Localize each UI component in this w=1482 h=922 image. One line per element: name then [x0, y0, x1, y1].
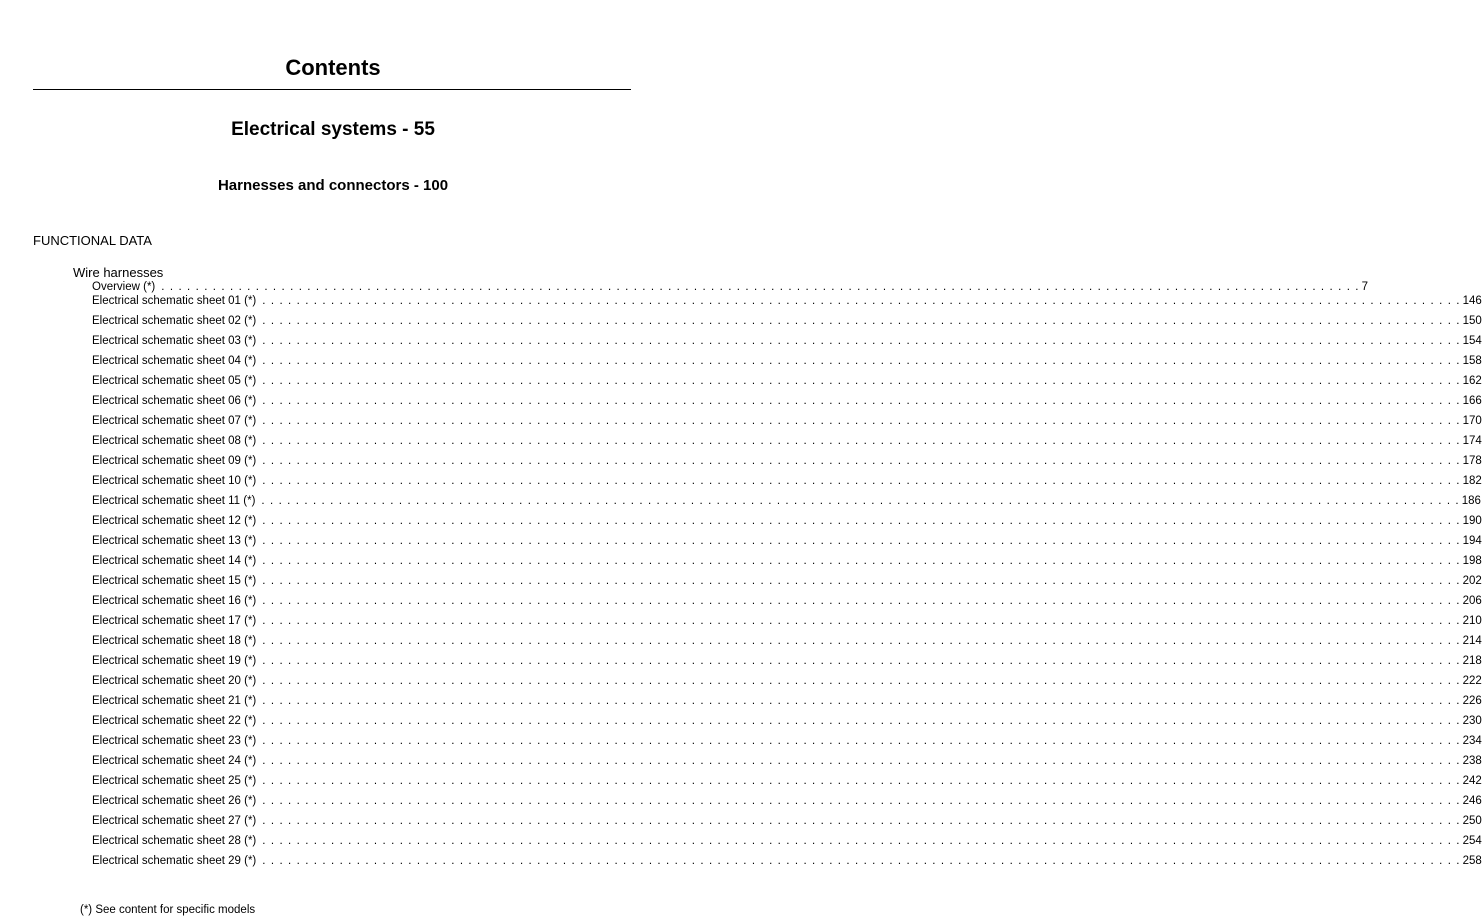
toc-entry-page-number: 218 — [1462, 655, 1482, 667]
toc-entry[interactable] — [92, 394, 1482, 414]
toc-entry-page-number: 230 — [1462, 715, 1482, 727]
dot-leader: . . . . . . . . . . . . . . . . . . . . . . . . . . . . . . . . . . . . . . . . . . . . . . . . . . . . . . . . . . . . . . . . . . . . . . . . . . . . . . . . . . . . . . . . . . . . . . . . . . . . . . . . . . . . . . . . . . . . . . . . . . . . . . . . . . . . . . . . . . . . — [262, 835, 1461, 847]
toc-entry-page-number: 154 — [1462, 335, 1482, 347]
dot-leader: . . . . . . . . . . . . . . . . . . . . . . . . . . . . . . . . . . . . . . . . . . . . . . . . . . . . . . . . . . . . . . . . . . . . . . . . . . . . . . . . . . . . . . . . . . . . . . . . . . . . . . . . . . . . . . . . . . . . . . . . . . . . . . . . . . . . . . . . . . . . — [262, 295, 1461, 307]
toc-entry-label: Electrical schematic sheet 01 (*) — [92, 295, 257, 307]
toc-entry-label: Electrical schematic sheet 18 (*) — [92, 635, 257, 647]
toc-entry-page-number: 214 — [1462, 635, 1482, 647]
toc-entry-page-number: 194 — [1462, 535, 1482, 547]
toc-entry-label: Electrical schematic sheet 14 (*) — [92, 555, 257, 567]
toc-entry-page-number: 7 — [1361, 281, 1368, 293]
toc-entry-label: Overview (*) — [92, 281, 156, 293]
toc-entry-page-number: 226 — [1462, 695, 1482, 707]
toc-entry[interactable] — [92, 654, 1482, 674]
footnote: (*) See content for specific models — [80, 904, 256, 916]
toc-entry[interactable] — [92, 434, 1482, 454]
toc-entry-page-number: 178 — [1462, 455, 1482, 467]
dot-leader: . . . . . . . . . . . . . . . . . . . . . . . . . . . . . . . . . . . . . . . . . . . . . . . . . . . . . . . . . . . . . . . . . . . . . . . . . . . . . . . . . . . . . . . . . . . . . . . . . . . . . . . . . . . . . . . . . . . . . . . . . . . . . . . . . . . . . . . . . . . . — [262, 455, 1461, 467]
dot-leader: . . . . . . . . . . . . . . . . . . . . . . . . . . . . . . . . . . . . . . . . . . . . . . . . . . . . . . . . . . . . . . . . . . . . . . . . . . . . . . . . . . . . . . . . . . . . . . . . . . . . . . . . . . . . . . . . . . . . . . . . . . . . . . . . . . . . . . . . . . . . — [262, 615, 1461, 627]
dot-leader: . . . . . . . . . . . . . . . . . . . . . . . . . . . . . . . . . . . . . . . . . . . . . . . . . . . . . . . . . . . . . . . . . . . . . . . . . . . . . . . . . . . . . . . . . . . . . . . . . . . . . . . . . . . . . . . . . . . . . . . . . . . . . . . . . . . . . . . . . . . . — [262, 475, 1461, 487]
toc-entry-label: Electrical schematic sheet 16 (*) — [92, 595, 257, 607]
toc-entry[interactable] — [92, 714, 1482, 734]
toc-entry-label: Electrical schematic sheet 19 (*) — [92, 655, 257, 667]
toc-entry-label: Electrical schematic sheet 12 (*) — [92, 515, 257, 527]
dot-leader: . . . . . . . . . . . . . . . . . . . . . . . . . . . . . . . . . . . . . . . . . . . . . . . . . . . . . . . . . . . . . . . . . . . . . . . . . . . . . . . . . . . . . . . . . . . . . . . . . . . . . . . . . . . . . . . . . . . . . . . . . . . . . . . . . . . . . . . . . . . . — [262, 635, 1461, 647]
toc-entry[interactable] — [92, 534, 1482, 554]
dot-leader: . . . . . . . . . . . . . . . . . . . . . . . . . . . . . . . . . . . . . . . . . . . . . . . . . . . . . . . . . . . . . . . . . . . . . . . . . . . . . . . . . . . . . . . . . . . . . . . . . . . . . . . . . . . . . . . . . . . . . . . . . . . . . . . . . . . . . . . . . . . . — [262, 775, 1461, 787]
toc-entry-label: Electrical schematic sheet 21 (*) — [92, 695, 257, 707]
toc-entry-page-number: 242 — [1462, 775, 1482, 787]
toc-entry[interactable] — [92, 314, 1482, 334]
toc-entry[interactable] — [92, 594, 1482, 614]
dot-leader: . . . . . . . . . . . . . . . . . . . . . . . . . . . . . . . . . . . . . . . . . . . . . . . . . . . . . . . . . . . . . . . . . . . . . . . . . . . . . . . . . . . . . . . . . . . . . . . . . . . . . . . . . . . . . . . . . . . . . . . . . . . . . . . . . . . . . . . . . . . . — [262, 755, 1461, 767]
dot-leader: . . . . . . . . . . . . . . . . . . . . . . . . . . . . . . . . . . . . . . . . . . . . . . . . . . . . . . . . . . . . . . . . . . . . . . . . . . . . . . . . . . . . . . . . . . . . . . . . . . . . . . . . . . . . . . . . . . . . . . . . . . . . . . . . . . . . . . . . . . . . — [262, 375, 1461, 387]
toc-entry-label: Electrical schematic sheet 25 (*) — [92, 775, 257, 787]
toc-entry-page-number: 150 — [1462, 315, 1482, 327]
toc-entry[interactable] — [92, 754, 1482, 774]
toc-entry-label: Electrical schematic sheet 22 (*) — [92, 715, 257, 727]
toc-entry-page-number: 246 — [1462, 795, 1482, 807]
toc-entry-page-number: 198 — [1462, 555, 1482, 567]
toc-entry[interactable] — [92, 794, 1482, 814]
toc-entry-page-number: 166 — [1462, 395, 1482, 407]
dot-leader: . . . . . . . . . . . . . . . . . . . . . . . . . . . . . . . . . . . . . . . . . . . . . . . . . . . . . . . . . . . . . . . . . . . . . . . . . . . . . . . . . . . . . . . . . . . . . . . . . . . . . . . . . . . . . . . . . . . . . . . . . . . . . . . . . . . . . . . . . . . . — [262, 815, 1461, 827]
toc-entry-label: Electrical schematic sheet 07 (*) — [92, 415, 257, 427]
toc-entry[interactable] — [92, 574, 1482, 594]
toc-entry[interactable] — [92, 854, 1482, 874]
toc-entry-page-number: 238 — [1462, 755, 1482, 767]
toc-entry[interactable] — [92, 734, 1482, 754]
toc-entry-label: Electrical schematic sheet 23 (*) — [92, 735, 257, 747]
dot-leader: . . . . . . . . . . . . . . . . . . . . . . . . . . . . . . . . . . . . . . . . . . . . . . . . . . . . . . . . . . . . . . . . . . . . . . . . . . . . . . . . . . . . . . . . . . . . . . . . . . . . . . . . . . . . . . . . . . . . . . . . . . . . . . . . . . . . . . . . . . . . — [262, 515, 1461, 527]
toc-entry[interactable] — [92, 634, 1482, 654]
toc-entry-page-number: 190 — [1462, 515, 1482, 527]
toc-entry-page-number: 174 — [1462, 435, 1482, 447]
toc-entry[interactable] — [92, 554, 1482, 574]
dot-leader: . . . . . . . . . . . . . . . . . . . . . . . . . . . . . . . . . . . . . . . . . . . . . . . . . . . . . . . . . . . . . . . . . . . . . . . . . . . . . . . . . . . . . . . . . . . . . . . . . . . . . . . . . . . . . . . . . . . . . . . . . . . . . . . . . . . . . . . . . . . . — [262, 675, 1461, 687]
toc-entry-label: Electrical schematic sheet 08 (*) — [92, 435, 257, 447]
dot-leader: . . . . . . . . . . . . . . . . . . . . . . . . . . . . . . . . . . . . . . . . . . . . . . . . . . . . . . . . . . . . . . . . . . . . . . . . . . . . . . . . . . . . . . . . . . . . . . . . . . . . . . . . . . . . . . . . . . . . . . . . . . . . . . . . . . . . . . . . . . . . — [262, 595, 1461, 607]
toc-entry[interactable] — [92, 514, 1482, 534]
toc-entry-page-number: 206 — [1462, 595, 1482, 607]
dot-leader: . . . . . . . . . . . . . . . . . . . . . . . . . . . . . . . . . . . . . . . . . . . . . . . . . . . . . . . . . . . . . . . . . . . . . . . . . . . . . . . . . . . . . . . . . . . . . . . . . . . . . . . . . . . . . . . . . . . . . . . . . . . . . . . . . . . . . . . . . . . . — [262, 355, 1461, 367]
toc-entry-page-number: 202 — [1462, 575, 1482, 587]
toc-entry-label: Electrical schematic sheet 02 (*) — [92, 315, 257, 327]
toc-entry[interactable] — [92, 334, 1482, 354]
toc-entry[interactable] — [92, 280, 1368, 294]
toc-entry-label: Electrical schematic sheet 03 (*) — [92, 335, 257, 347]
toc-entry-label: Electrical schematic sheet 27 (*) — [92, 815, 257, 827]
dot-leader: . . . . . . . . . . . . . . . . . . . . . . . . . . . . . . . . . . . . . . . . . . . . . . . . . . . . . . . . . . . . . . . . . . . . . . . . . . . . . . . . . . . . . . . . . . . . . . . . . . . . . . . . . . . . . . . . . . . . . . . . . . . . . . . . . . . . . . . . . . . . — [262, 415, 1461, 427]
page-title: Contents — [285, 55, 381, 80]
toc-entry-page-number: 234 — [1462, 735, 1482, 747]
toc-entry-label: Electrical schematic sheet 13 (*) — [92, 535, 257, 547]
toc-entry[interactable] — [92, 834, 1482, 854]
toc-entry-page-number: 182 — [1462, 475, 1482, 487]
toc-entry[interactable] — [92, 474, 1482, 494]
toc-entry-label: Electrical schematic sheet 17 (*) — [92, 615, 257, 627]
dot-leader: . . . . . . . . . . . . . . . . . . . . . . . . . . . . . . . . . . . . . . . . . . . . . . . . . . . . . . . . . . . . . . . . . . . . . . . . . . . . . . . . . . . . . . . . . . . . . . . . . . . . . . . . . . . . . . . . . . . . . . . . . . . . . . . . . . . . . . . . . . . . — [262, 715, 1461, 727]
dot-leader: . . . . . . . . . . . . . . . . . . . . . . . . . . . . . . . . . . . . . . . . . . . . . . . . . . . . . . . . . . . . . . . . . . . . . . . . . . . . . . . . . . . . . . . . . . . . . . . . . . . . . . . . . . . . . . . . . . . . . . . . . . . . . . . . . . . . . . . . . . . . — [262, 735, 1461, 747]
category-heading: FUNCTIONAL DATA — [33, 233, 152, 248]
dot-leader: . . . . . . . . . . . . . . . . . . . . . . . . . . . . . . . . . . . . . . . . . . . . . . . . . . . . . . . . . . . . . . . . . . . . . . . . . . . . . . . . . . . . . . . . . . . . . . . . . . . . . . . . . . . . . . . . . . . . . . . . . . . . . . . . . . . . . . . . . . . . — [262, 655, 1461, 667]
group-heading: Wire harnesses — [73, 265, 164, 280]
dot-leader: . . . . . . . . . . . . . . . . . . . . . . . . . . . . . . . . . . . . . . . . . . . . . . . . . . . . . . . . . . . . . . . . . . . . . . . . . . . . . . . . . . . . . . . . . . . . . . . . . . . . . . . . . . . . . . . . . . . . . . . . . . . . . . . . . . . . . . . . . . . . — [262, 575, 1461, 587]
toc-entry-label: Electrical schematic sheet 04 (*) — [92, 355, 257, 367]
toc-entry[interactable] — [92, 814, 1482, 834]
toc-entry-label: Electrical schematic sheet 29 (*) — [92, 855, 257, 867]
toc-entry-page-number: 162 — [1462, 375, 1482, 387]
dot-leader: . . . . . . . . . . . . . . . . . . . . . . . . . . . . . . . . . . . . . . . . . . . . . . . . . . . . . . . . . . . . . . . . . . . . . . . . . . . . . . . . . . . . . . . . . . . . . . . . . . . . . . . . . . . . . . . . . . . . . . . . . . . . . . . . . . . . . . . . . . . . — [262, 535, 1461, 547]
dot-leader: . . . . . . . . . . . . . . . . . . . . . . . . . . . . . . . . . . . . . . . . . . . . . . . . . . . . . . . . . . . . . . . . . . . . . . . . . . . . . . . . . . . . . . . . . . . . . . . . . . . . . . . . . . . . . . . . . . . . . . . . . . . . . . . . . . . . . . . . . . . . — [261, 495, 1460, 507]
toc-entry-label: Electrical schematic sheet 05 (*) — [92, 375, 257, 387]
toc-entry-label: Electrical schematic sheet 26 (*) — [92, 795, 257, 807]
dot-leader: . . . . . . . . . . . . . . . . . . . . . . . . . . . . . . . . . . . . . . . . . . . . . . . . . . . . . . . . . . . . . . . . . . . . . . . . . . . . . . . . . . . . . . . . . . . . . . . . . . . . . . . . . . . . . . . . . . . . . . . . . . . . . . . . . . . . . . . . . . . . — [262, 435, 1461, 447]
toc-entry[interactable] — [92, 454, 1482, 474]
toc-entry-label: Electrical schematic sheet 24 (*) — [92, 755, 257, 767]
toc-entry-page-number: 210 — [1462, 615, 1482, 627]
dot-leader: . . . . . . . . . . . . . . . . . . . . . . . . . . . . . . . . . . . . . . . . . . . . . . . . . . . . . . . . . . . . . . . . . . . . . . . . . . . . . . . . . . . . . . . . . . . . . . . . . . . . . . . . . . . . . . . . . . . . . . . . . . . . . . . . . . . . . . . . . . . . — [262, 855, 1461, 867]
toc-entry-page-number: 186 — [1461, 495, 1481, 507]
dot-leader: . . . . . . . . . . . . . . . . . . . . . . . . . . . . . . . . . . . . . . . . . . . . . . . . . . . . . . . . . . . . . . . . . . . . . . . . . . . . . . . . . . . . . . . . . . . . . . . . . . . . . . . . . . . . . . . . . . . . . . . . . . . . . . . . . . . . . . . . . . . . — [262, 795, 1461, 807]
dot-leader: . . . . . . . . . . . . . . . . . . . . . . . . . . . . . . . . . . . . . . . . . . . . . . . . . . . . . . . . . . . . . . . . . . . . . . . . . . . . . . . . . . . . . . . . . . . . . . . . . . . . . . . . . . . . . . . . . . . . . . . . . . . . . . . . . . . . . . . . . . . . — [262, 695, 1461, 707]
toc-entry[interactable] — [92, 774, 1482, 794]
toc-entry-label: Electrical schematic sheet 11 (*) — [92, 495, 256, 507]
toc-entry-label: Electrical schematic sheet 06 (*) — [92, 395, 257, 407]
toc-entry-page-number: 170 — [1462, 415, 1482, 427]
title-divider — [33, 89, 631, 90]
toc-entry-page-number: 146 — [1462, 295, 1482, 307]
toc-entry-page-number: 158 — [1462, 355, 1482, 367]
toc-entry-label: Electrical schematic sheet 10 (*) — [92, 475, 257, 487]
toc-entry-page-number: 250 — [1462, 815, 1482, 827]
dot-leader: . . . . . . . . . . . . . . . . . . . . . . . . . . . . . . . . . . . . . . . . . . . . . . . . . . . . . . . . . . . . . . . . . . . . . . . . . . . . . . . . . . . . . . . . . . . . . . . . . . . . . . . . . . . . . . . . . . . . . . . . . . . . . . . . . . . . . . . . . . . . — [262, 335, 1461, 347]
dot-leader: . . . . . . . . . . . . . . . . . . . . . . . . . . . . . . . . . . . . . . . . . . . . . . . . . . . . . . . . . . . . . . . . . . . . . . . . . . . . . . . . . . . . . . . . . . . . . . . . . . . . . . . . . . . . . . . . . . . . . . . . . . . . . . . . . . . . . . . . . . . . — [161, 281, 1360, 293]
section-title: Electrical systems - 55 — [231, 119, 435, 140]
toc-entry[interactable] — [92, 674, 1482, 694]
toc-entry-label: Electrical schematic sheet 20 (*) — [92, 675, 257, 687]
toc-entry-label: Electrical schematic sheet 28 (*) — [92, 835, 257, 847]
dot-leader: . . . . . . . . . . . . . . . . . . . . . . . . . . . . . . . . . . . . . . . . . . . . . . . . . . . . . . . . . . . . . . . . . . . . . . . . . . . . . . . . . . . . . . . . . . . . . . . . . . . . . . . . . . . . . . . . . . . . . . . . . . . . . . . . . . . . . . . . . . . . — [262, 555, 1461, 567]
toc-entry-page-number: 222 — [1462, 675, 1482, 687]
toc-entry-page-number: 254 — [1462, 835, 1482, 847]
subsection-title: Harnesses and connectors - 100 — [217, 177, 449, 194]
toc-entry[interactable] — [92, 374, 1482, 394]
toc-entry[interactable] — [92, 494, 1481, 514]
toc-entry[interactable] — [92, 354, 1482, 374]
toc-entry[interactable] — [92, 694, 1482, 714]
toc-list — [92, 280, 1482, 874]
dot-leader: . . . . . . . . . . . . . . . . . . . . . . . . . . . . . . . . . . . . . . . . . . . . . . . . . . . . . . . . . . . . . . . . . . . . . . . . . . . . . . . . . . . . . . . . . . . . . . . . . . . . . . . . . . . . . . . . . . . . . . . . . . . . . . . . . . . . . . . . . . . . — [262, 395, 1461, 407]
dot-leader: . . . . . . . . . . . . . . . . . . . . . . . . . . . . . . . . . . . . . . . . . . . . . . . . . . . . . . . . . . . . . . . . . . . . . . . . . . . . . . . . . . . . . . . . . . . . . . . . . . . . . . . . . . . . . . . . . . . . . . . . . . . . . . . . . . . . . . . . . . . . — [262, 315, 1461, 327]
toc-entry-page-number: 258 — [1462, 855, 1482, 867]
toc-entry-label: Electrical schematic sheet 15 (*) — [92, 575, 257, 587]
toc-entry[interactable] — [92, 614, 1482, 634]
toc-entry[interactable] — [92, 294, 1482, 314]
toc-entry-label: Electrical schematic sheet 09 (*) — [92, 455, 257, 467]
toc-entry[interactable] — [92, 414, 1482, 434]
